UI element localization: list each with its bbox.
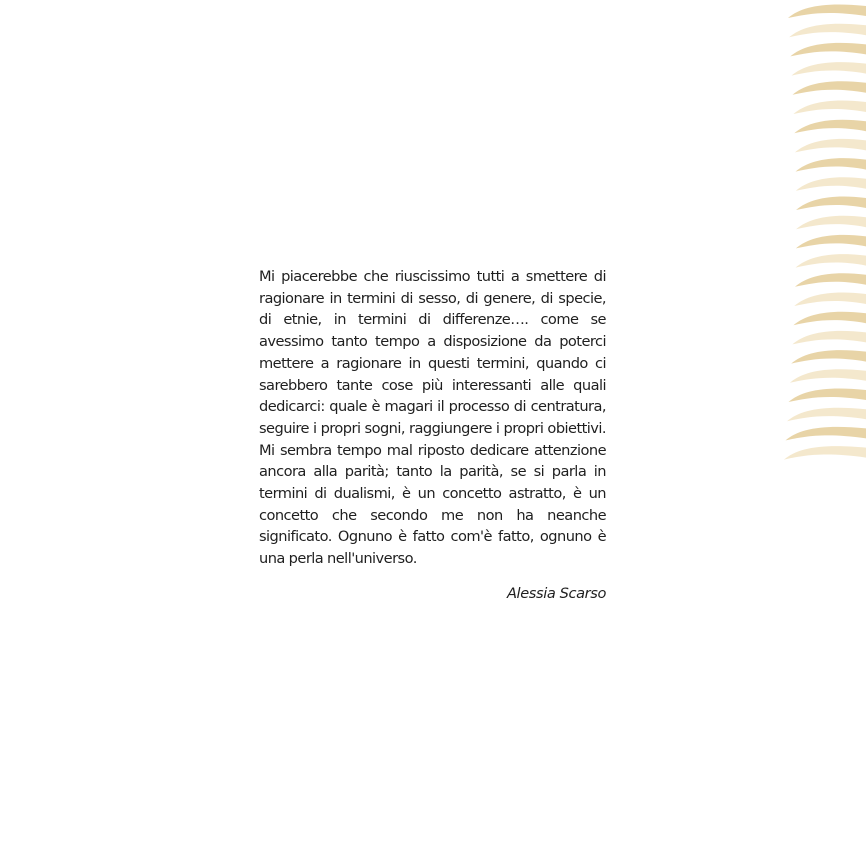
fern-frond xyxy=(795,273,866,287)
fern-frond xyxy=(789,389,866,403)
fern-frond xyxy=(795,139,866,153)
quote-author: Alessia Scarso xyxy=(506,584,606,602)
fern-frond xyxy=(796,254,866,268)
quote-text: Mi piacerebbe che riuscissimo tutti a smettere di ragionare in termini di sesso, di genere, di specie, di etnie, in termini di differenze…. come se avessimo tanto tempo a disposizione da poterci mettere a ragionare in questi termini, quando ci sarebbero tante cose più interessanti alle quali dedicarci: quale è magari il processo di centratura, seguire i propri sogni, raggiungere i propri obiettivi. Mi sembra tempo mal riposto dedicare attenzione ancora alla parità; tanto la parità, se si parla in termini di dualismi, è un concetto astratto, è un concetto che secondo me non ha neanche significato. Ognuno è fatto com'è fatto, ognuno è una perla nell'universo. xyxy=(259,268,606,568)
fern-frond xyxy=(791,350,866,364)
fern-frond xyxy=(786,427,866,441)
quote-block xyxy=(259,266,606,605)
fern-frond xyxy=(796,177,866,191)
fern-leaf-icon xyxy=(782,0,866,470)
fern-frond xyxy=(789,24,866,38)
fern-frond xyxy=(795,158,866,172)
fern-frond xyxy=(793,81,866,95)
fern-frond xyxy=(790,369,866,383)
fern-frond xyxy=(793,101,866,115)
fern-frond xyxy=(787,408,866,422)
fern-frond xyxy=(794,293,866,307)
fern-frond xyxy=(794,120,866,134)
fern-frond xyxy=(788,5,866,19)
fern-frond xyxy=(790,43,866,57)
fern-frond xyxy=(796,216,866,230)
fern-frond xyxy=(796,197,866,211)
fern-frond xyxy=(791,62,866,76)
fern-frond xyxy=(796,235,866,249)
fern-frond xyxy=(793,312,866,326)
fern-frond xyxy=(792,331,866,345)
fern-frond xyxy=(784,446,866,460)
